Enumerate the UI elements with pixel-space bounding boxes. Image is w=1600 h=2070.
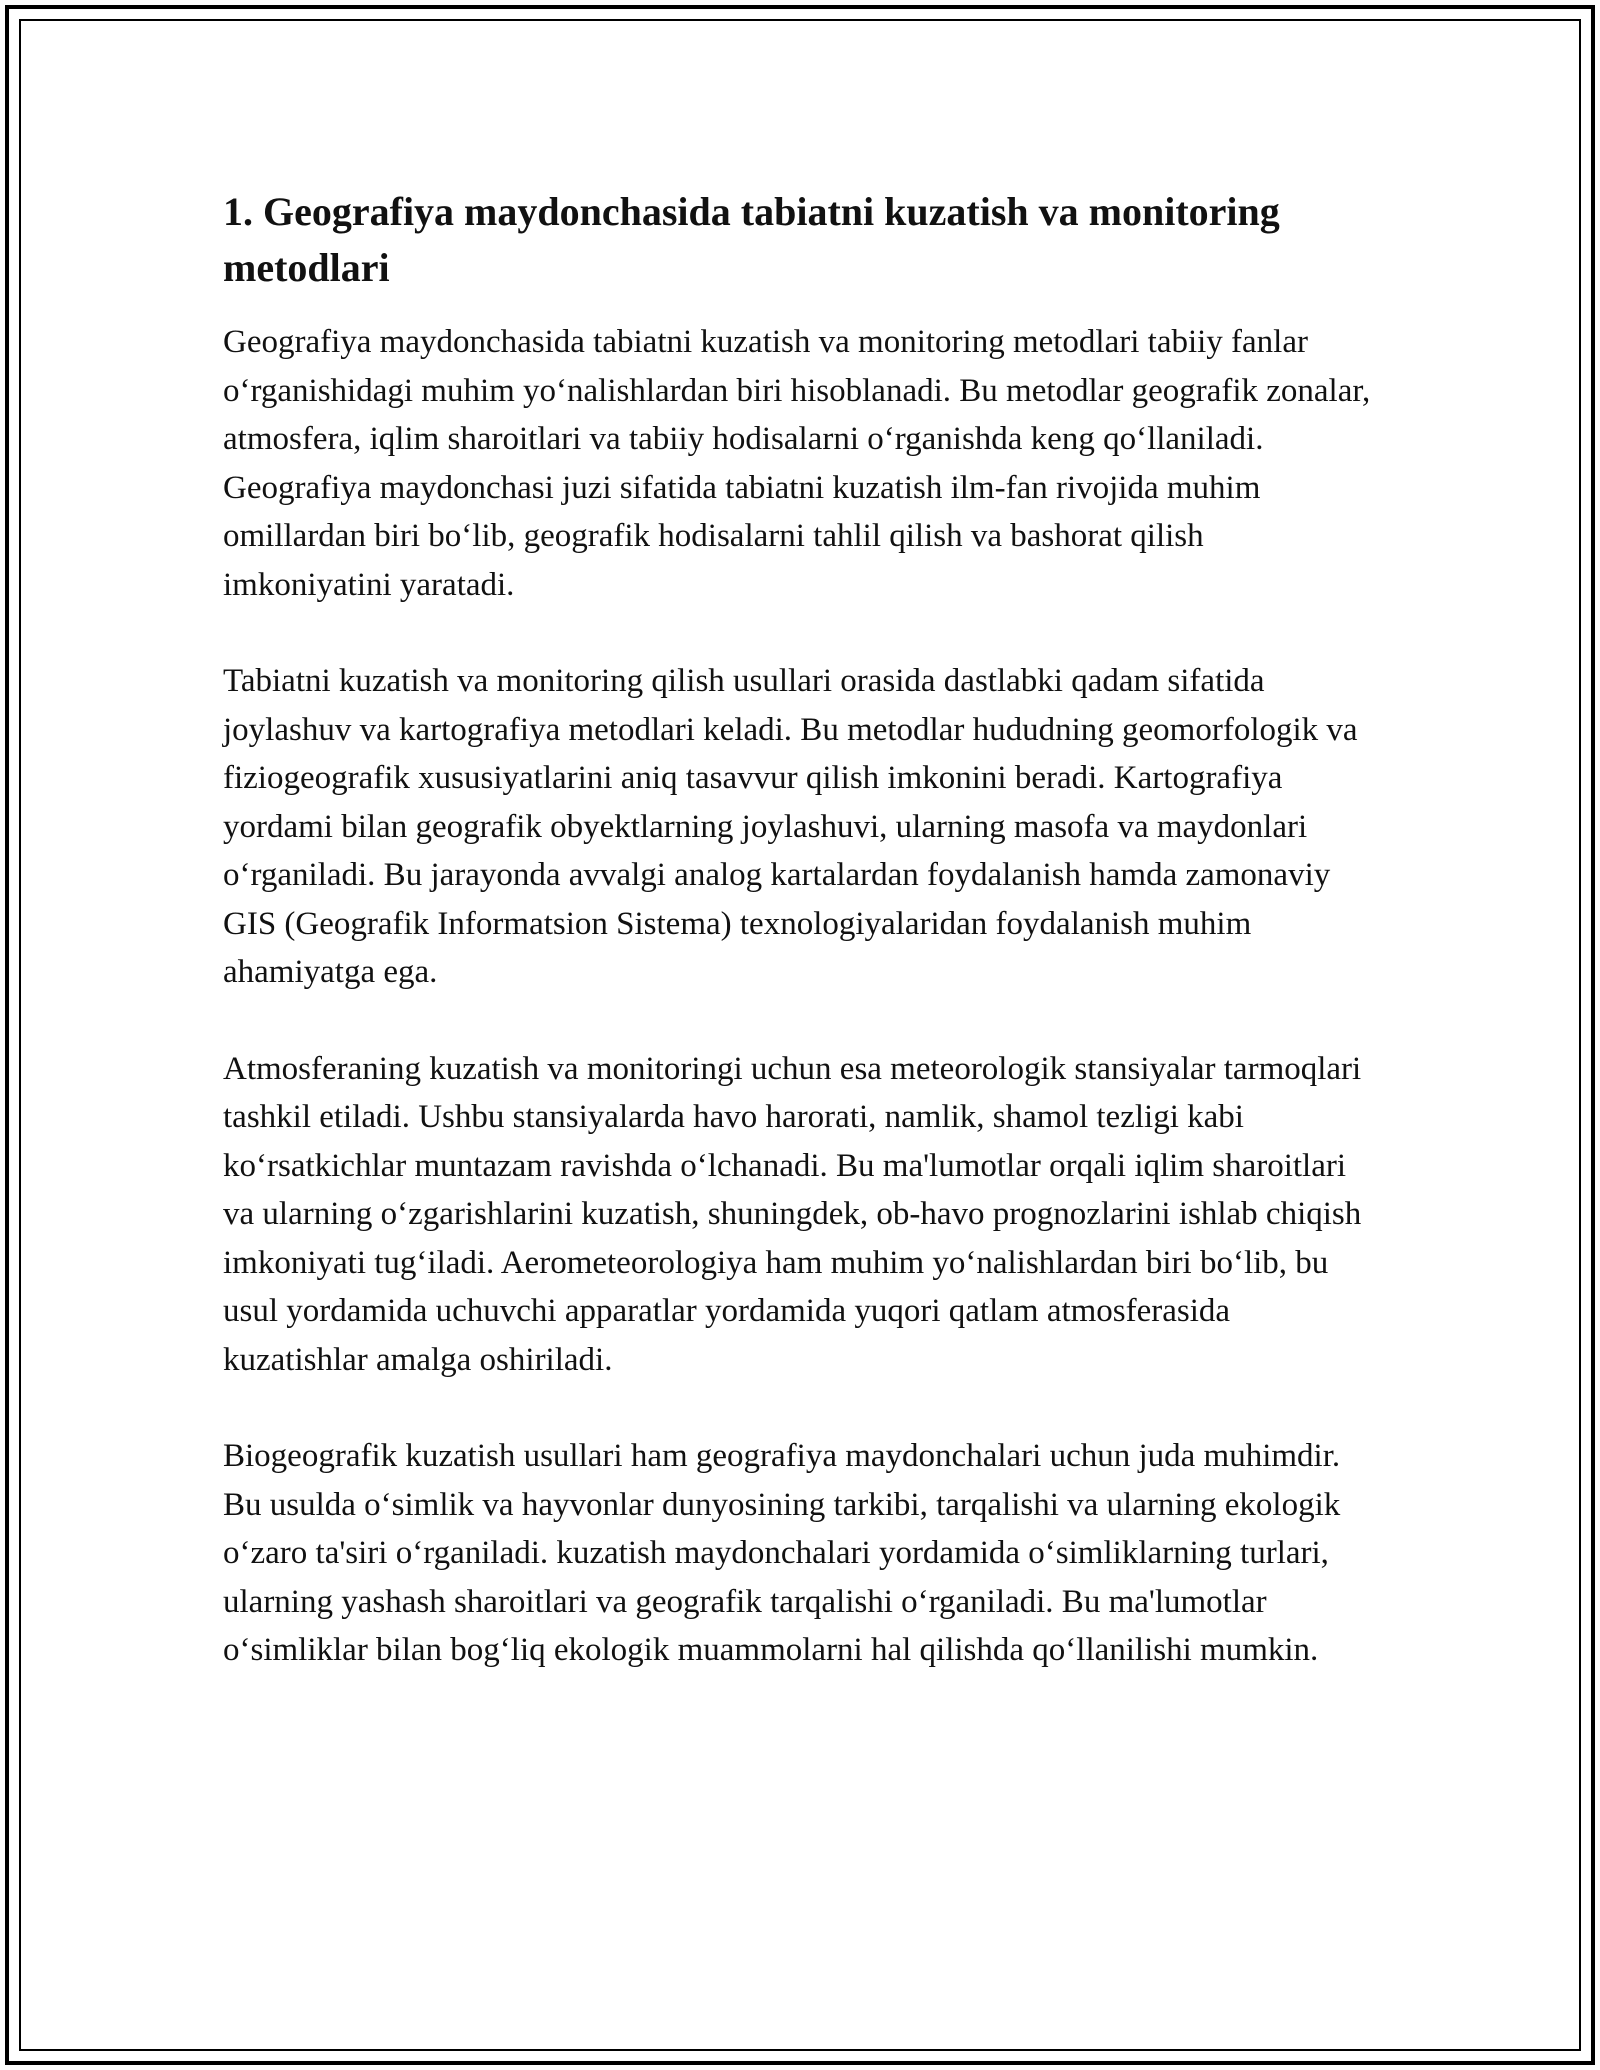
section-heading: 1. Geografiya maydonchasida tabiatni kuzatish va monitoring metodlari bbox=[223, 189, 1280, 290]
paragraph-3: Atmosferaning kuzatish va monitoringi uchun esa meteorologik stansiyalar tarmoqlari tashkil etiladi. Ushbu stansiyalarda havo harorati, namlik, shamol tezligi kabi ko‘rsatkichlar muntazam ravishda o‘lchanadi. Bu ma'lumotlar orqali iqlim sharoitlari va ularning o‘zgarishlarini kuzatish, shuningdek, ob-havo prognozlarini ishlab chiqish imkoniyati tug‘iladi. Aerometeorologiya ham muhim yo‘nalishlardan biri bo‘lib, bu usul yordamida uchuvchi apparatlar yordamida yuqori qatlam atmosferasida kuzatishlar amalga oshiriladi. bbox=[223, 1050, 1362, 1378]
document-body bbox=[223, 184, 1373, 1723]
paragraph-2: Tabiatni kuzatish va monitoring qilish usullari orasida dastlabki qadam sifatida joylashuv va kartografiya metodlari keladi. Bu metodlar hududning geomorfologik va fiziogeografik xususiyatlarini aniq tasavvur qilish imkonini beradi. Kartografiya yordami bilan geografik obyektlarning joylashuvi, ularning masofa va maydonlari o‘rganiladi. Bu jarayonda avvalgi analog kartalardan foydalanish hamda zamonaviy GIS (Geografik Informatsion Sistema) texnologiyalaridan foydalanish muhim ahamiyatga ega. bbox=[223, 663, 1358, 990]
paragraph-4: Biogeografik kuzatish usullari ham geografiya maydonchalari uchun juda muhimdir. Bu usulda o‘simlik va hayvonlar dunyosining tarkibi, tarqalishi va ularning ekologik o‘zaro ta'siri o‘rganiladi. kuzatish maydonchalari yordamida o‘simliklarning turlari, ularning yashash sharoitlari va geografik tarqalishi o‘rganiladi. Bu ma'lumotlar o‘simliklar bilan bog‘liq ekologik muammolarni hal qilishda qo‘llanilishi mumkin. bbox=[223, 1438, 1341, 1668]
paragraph-1: Geografiya maydonchasida tabiatni kuzatish va monitoring metodlari tabiiy fanlar o‘rganishidagi muhim yo‘nalishlardan biri hisoblanadi. Bu metodlar geografik zonalar, atmosfera, iqlim sharoitlari va tabiiy hodisalarni o‘rganishda keng qo‘llaniladi. Geografiya maydonchasi juzi sifatida tabiatni kuzatish ilm-fan rivojida muhim omillardan biri bo‘lib, geografik hodisalarni tahlil qilish va bashorat qilish imkoniyatini yaratadi. bbox=[223, 324, 1371, 603]
